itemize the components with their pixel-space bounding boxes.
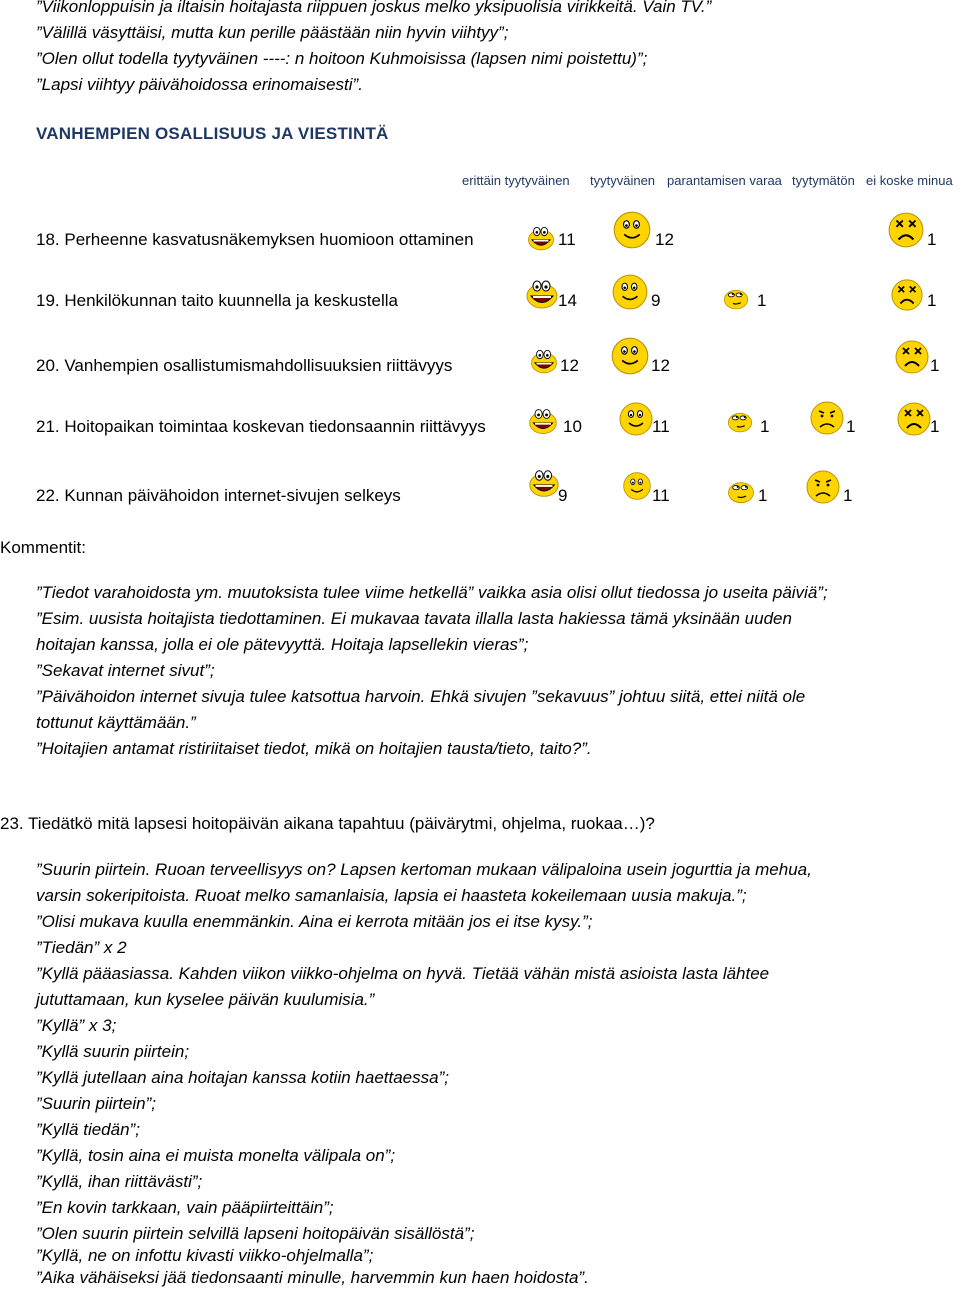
q18-very-satisfied-count: 11 <box>558 230 576 249</box>
eye-roll-face-icon <box>726 476 756 506</box>
question-23-label: 23. Tiedätkö mitä lapsesi hoitopäivän aikana tapahtuu (päivärytmi, ohjelma, ruokaa…)? <box>0 814 655 833</box>
angry-face-icon <box>894 339 930 375</box>
q22-room-to-improve-count: 1 <box>758 486 768 505</box>
question-21-label: 21. Hoitopaikan toimintaa koskevan tiedonsaannin riittävyys <box>36 417 486 436</box>
comment-line-4: ”Sekavat internet sivut”; <box>36 661 215 680</box>
answer-line-5: ”Kyllä pääasiassa. Kahden viikon viikko-ohjelma on hyvä. Tietää vähän mistä asioista lasta lähtee <box>36 964 770 983</box>
q21-room-to-improve-count: 1 <box>760 417 770 436</box>
q22-very-satisfied-count: 9 <box>558 486 568 505</box>
answer-line-17: ”Aika vähäiseksi jää tiedonsaanti minulle, harvemmin kun haen hoidosta”. <box>36 1268 589 1287</box>
question-18-label: 18. Perheenne kasvatusnäkemyksen huomioon ottaminen <box>36 230 474 249</box>
comment-line-3: hoitajan kanssa, jolla ei ole pätevyyttä. Hoitaja lapsellekin vieras”; <box>36 635 529 654</box>
question-19-label: 19. Henkilökunnan taito kuunnella ja keskustella <box>36 291 398 310</box>
answer-line-7: ”Kyllä” x 3; <box>36 1016 117 1035</box>
answer-line-10: ”Suurin piirtein”; <box>36 1094 156 1113</box>
frowning-face-icon <box>805 469 841 505</box>
q18-not-applicable-count: 1 <box>927 230 937 249</box>
frowning-face-icon <box>809 400 845 436</box>
q19-satisfied-count: 9 <box>651 291 661 310</box>
top-quote-2: ”Välillä väsyttäisi, mutta kun perille päästään niin hyvin viihtyy”; <box>36 23 509 42</box>
section-heading: VANHEMPIEN OSALLISUUS JA VIESTINTÄ <box>36 124 389 143</box>
eye-roll-face-icon <box>718 284 754 312</box>
top-quote-3: ”Olen ollut todella tyytyväinen ----: n hoitoon Kuhmoisissa (lapsen nimi poistettu)”; <box>36 49 648 68</box>
laughing-face-icon <box>524 224 558 254</box>
laughing-face-icon <box>524 277 560 313</box>
question-20-label: 20. Vanhempien osallistumismahdollisuuksien riittävyys <box>36 356 453 375</box>
scale-not-applicable: ei koske minua <box>866 173 953 188</box>
smiling-face-icon <box>622 466 652 506</box>
q22-dissatisfied-count: 1 <box>843 486 853 505</box>
answer-line-6: jututtamaan, kun kyselee päivän kuulumisia.” <box>36 990 375 1009</box>
comment-line-6: tottunut käyttämään.” <box>36 713 196 732</box>
question-22-label: 22. Kunnan päivähoidon internet-sivujen selkeys <box>36 486 401 505</box>
q20-satisfied-count: 12 <box>651 356 670 375</box>
q20-not-applicable-count: 1 <box>930 356 940 375</box>
angry-face-icon <box>887 211 925 249</box>
top-quote-1: ”Viikonloppuisin ja iltaisin hoitajasta riippuen joskus melko yksipuolisia virikkeitä. Vain TV.” <box>36 0 712 16</box>
scale-dissatisfied: tyytymätön <box>792 173 855 188</box>
answer-line-8: ”Kyllä suurin piirtein; <box>36 1042 190 1061</box>
answer-line-1: ”Suurin piirtein. Ruoan terveellisyys on? Lapsen kertoman mukaan välipaloina usein jogurttia ja mehua, <box>36 860 812 879</box>
angry-face-icon <box>890 278 924 312</box>
q22-satisfied-count: 11 <box>652 486 670 505</box>
scale-very-satisfied: erittäin tyytyväinen <box>462 173 570 188</box>
answer-line-13: ”Kyllä, ihan riittävästi”; <box>36 1172 203 1191</box>
q21-not-applicable-count: 1 <box>930 417 940 436</box>
scale-room-to-improve: parantamisen varaa <box>667 173 782 188</box>
top-quote-4: ”Lapsi viihtyy päivähoidossa erinomaisesti”. <box>36 75 363 94</box>
q19-very-satisfied-count: 14 <box>558 291 577 310</box>
comment-line-5: ”Päivähoidon internet sivuja tulee katsottua harvoin. Ehkä sivujen ”sekavuus” johtuu siitä, ettei niitä ole <box>36 687 806 706</box>
comments-label: Kommentit: <box>0 538 86 557</box>
answer-line-12: ”Kyllä, tosin aina ei muista monelta välipala on”; <box>36 1146 396 1165</box>
answer-line-11: ”Kyllä tiedän”; <box>36 1120 140 1139</box>
q19-room-to-improve-count: 1 <box>757 291 767 310</box>
scale-satisfied: tyytyväinen <box>590 173 656 188</box>
q20-very-satisfied-count: 12 <box>560 356 579 375</box>
laughing-face-icon <box>527 462 561 506</box>
answer-line-15: ”Olen suurin piirtein selvillä lapseni hoitopäivän sisällöstä”; <box>36 1224 475 1243</box>
smiling-face-icon <box>612 210 652 250</box>
comment-line-7: ”Hoitajien antamat ristiriitaiset tiedot, mikä on hoitajien tausta/tieto, taito?”. <box>36 739 592 758</box>
smiling-face-icon <box>618 401 654 437</box>
answer-line-3: ”Olisi mukava kuulla enemmänkin. Aina ei kerrota mitään jos ei itse kysy.”; <box>36 912 593 931</box>
comment-line-1: ”Tiedot varahoidosta ym. muutoksista tulee viime hetkellä” vaikka asia olisi ollut tiedossa jo useita päiviä”; <box>36 583 828 602</box>
q21-very-satisfied-count: 10 <box>563 417 582 436</box>
answer-line-2: varsin sokeripitoista. Ruoat melko samanlaisia, lapsia ei haasteta kokeilemaan uusia makuja.”; <box>36 886 747 905</box>
answer-line-16: ”Kyllä, ne on infottu kivasti viikko-ohjelmalla”; <box>36 1246 374 1265</box>
q19-not-applicable-count: 1 <box>927 291 937 310</box>
comment-line-2: ”Esim. uusista hoitajista tiedottaminen. Ei mukavaa tavata illalla lasta hakiessa tämä yksinään uuden <box>36 609 792 628</box>
eye-roll-face-icon <box>722 407 758 435</box>
laughing-face-icon <box>527 347 561 377</box>
smiling-face-icon <box>611 273 649 311</box>
angry-face-icon <box>896 401 932 437</box>
answer-line-14: ”En kovin tarkkaan, vain pääpiirteittäin”; <box>36 1198 334 1217</box>
q21-dissatisfied-count: 1 <box>846 417 856 436</box>
smiling-face-icon <box>610 336 650 376</box>
q18-satisfied-count: 12 <box>655 230 674 249</box>
answer-line-4: ”Tiedän” x 2 <box>36 938 127 957</box>
q21-satisfied-count: 11 <box>652 417 670 436</box>
answer-line-9: ”Kyllä jutellaan aina hoitajan kanssa kotiin haettaessa”; <box>36 1068 449 1087</box>
laughing-face-icon <box>525 406 561 438</box>
